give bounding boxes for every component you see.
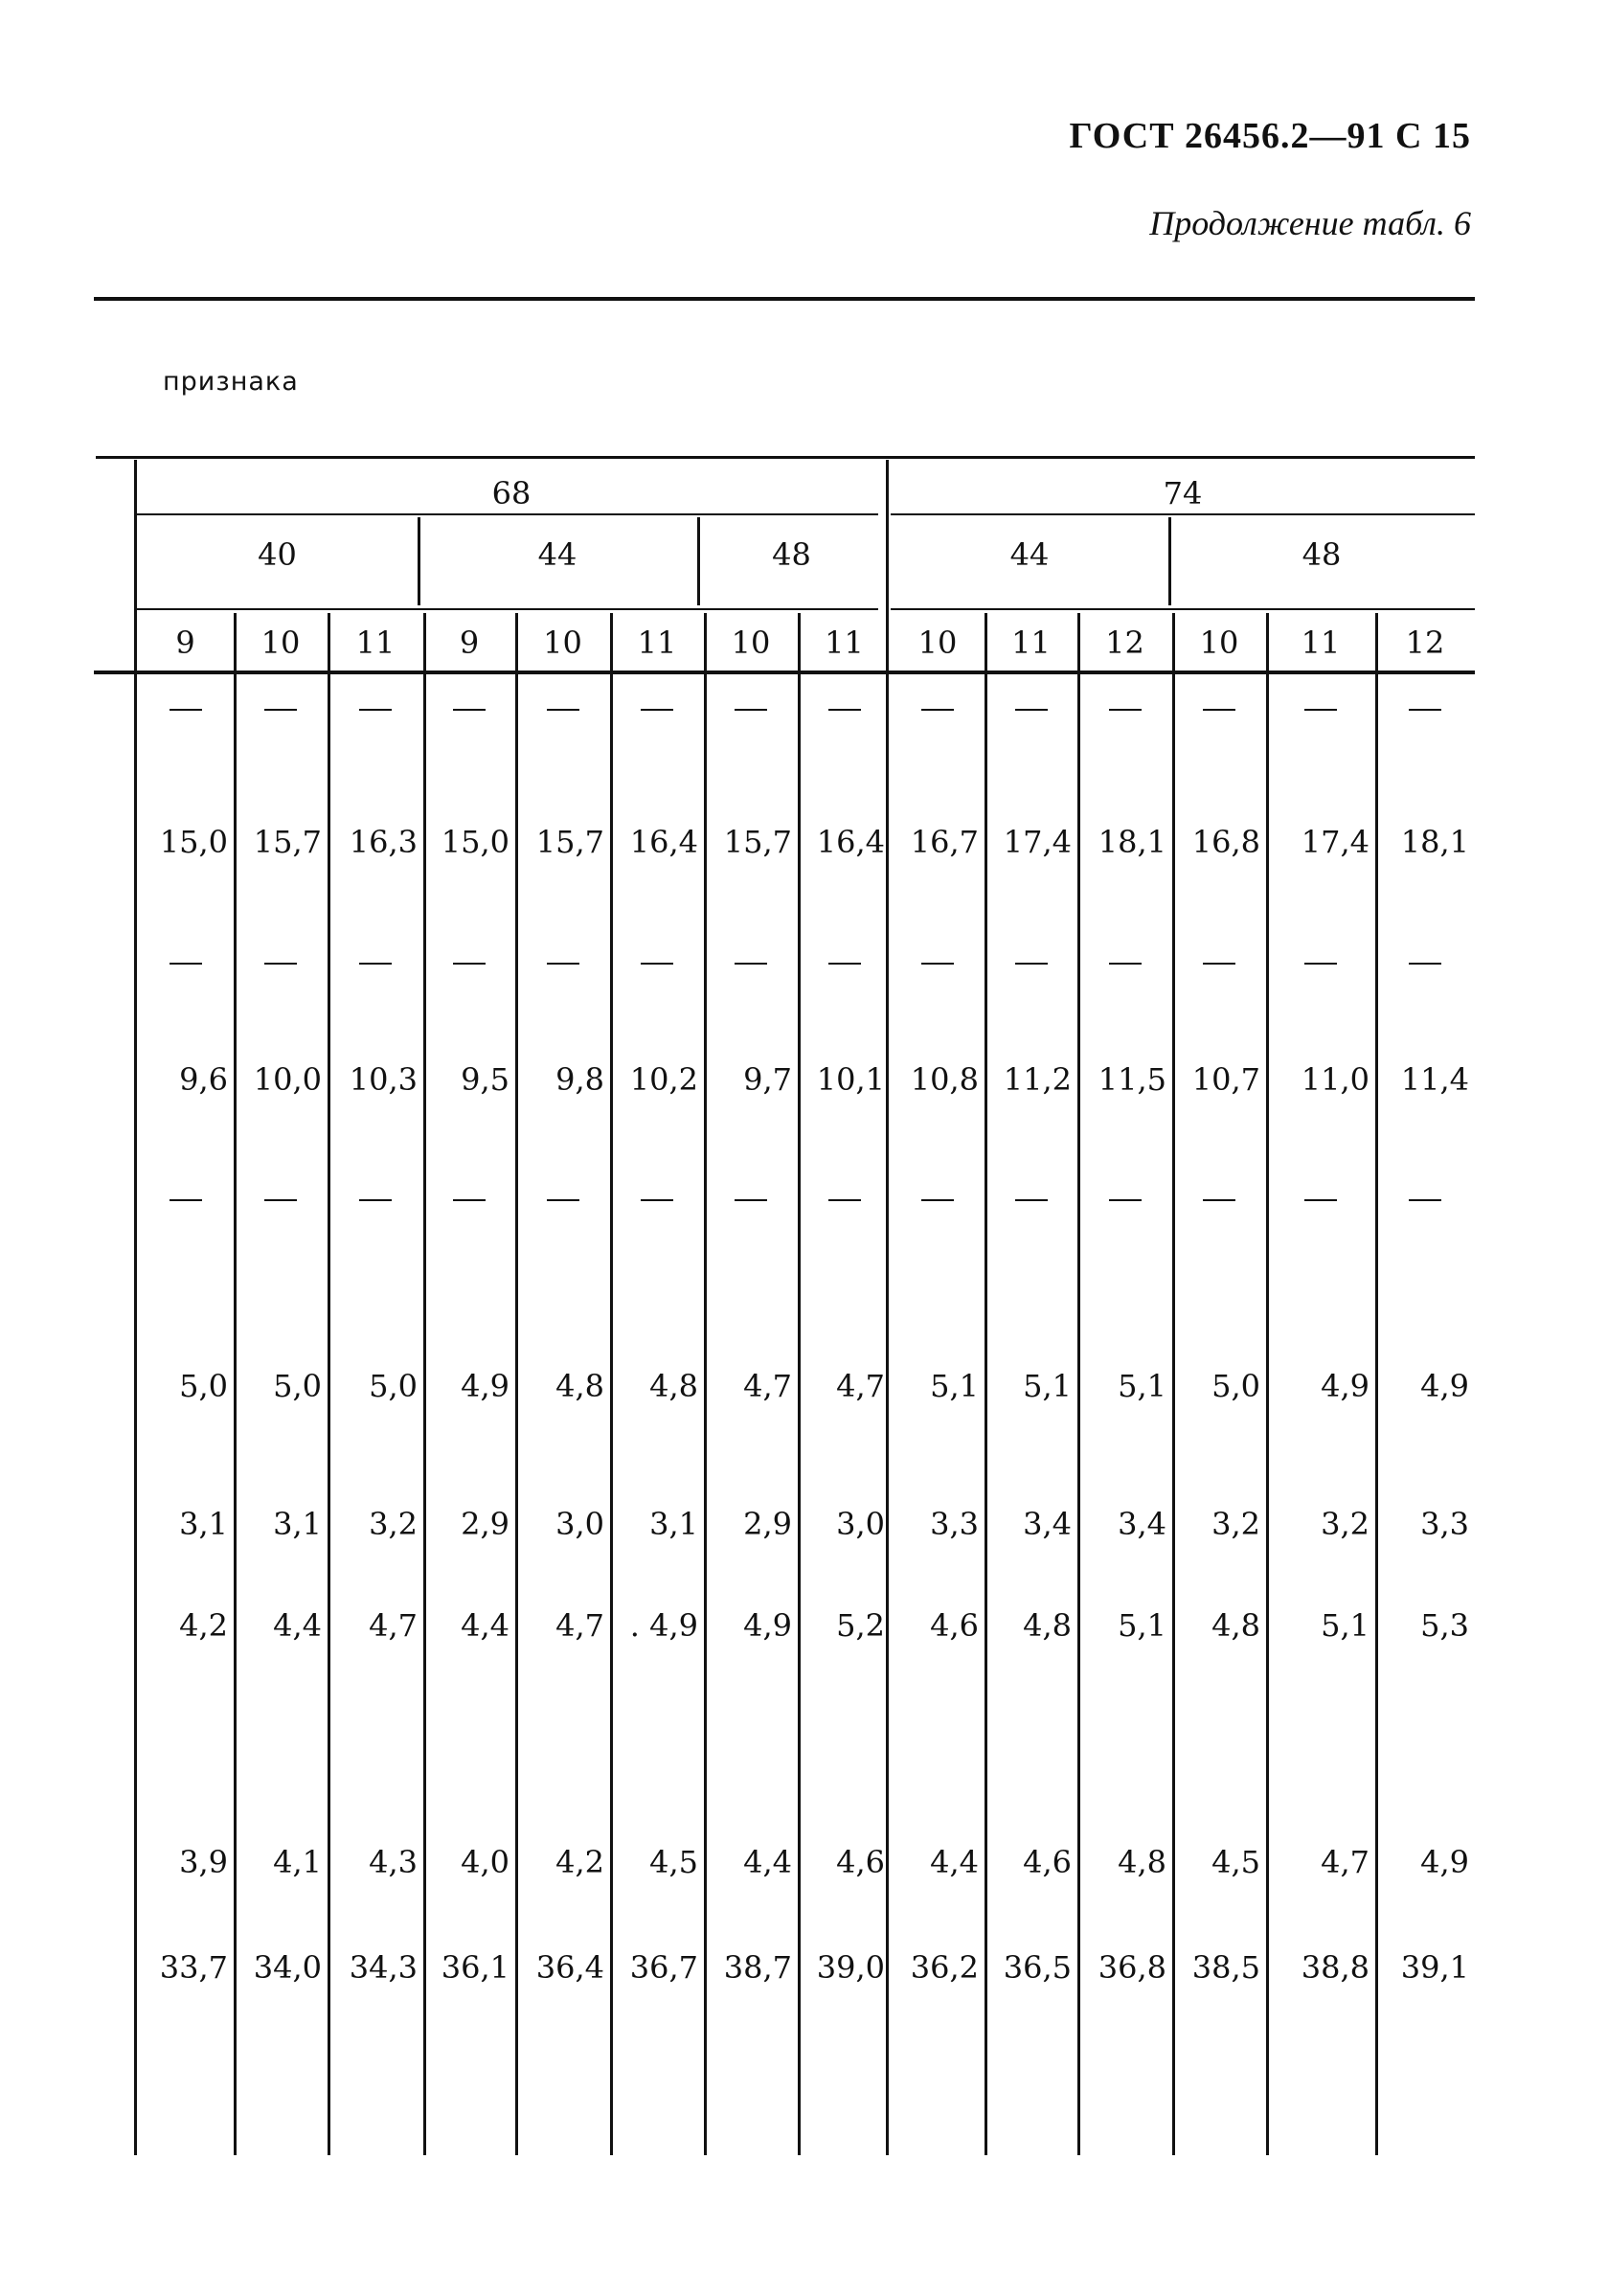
table-cell-dash (921, 709, 954, 711)
column-header-13: 11 (1301, 625, 1341, 661)
subgroup-label-74-44: 44 (1009, 536, 1050, 573)
group-74-underline (891, 513, 1475, 515)
table-cell: 4,4 (273, 1607, 322, 1644)
table-cell: 17,4 (1301, 824, 1369, 860)
table-cell: 4,8 (555, 1368, 604, 1404)
table-cell-dash (1109, 963, 1142, 965)
table-cell: 4,5 (1211, 1844, 1260, 1880)
table-cell: 3,2 (369, 1506, 418, 1542)
table-cell: 4,9 (1420, 1368, 1469, 1404)
table-cell: 5,0 (1211, 1368, 1260, 1404)
table-cell-dash (735, 963, 767, 965)
table-cell-dash (828, 963, 861, 965)
table-cell: 11,4 (1400, 1061, 1469, 1098)
subgroup-label-74-48: 48 (1301, 536, 1342, 573)
subgroup-label-68-44: 44 (537, 536, 577, 573)
table-cell-dash (1109, 1199, 1142, 1201)
table-cell: 10,1 (816, 1061, 885, 1098)
table-cell-dash (170, 1199, 202, 1201)
table-cell: 9,5 (461, 1061, 509, 1098)
group-separator-68-74 (886, 460, 889, 2155)
table-cell-dash (1109, 709, 1142, 711)
column-header-14: 12 (1405, 625, 1445, 661)
table-cell: 9,8 (555, 1061, 604, 1098)
table-cell: 16,8 (1191, 824, 1260, 860)
table-cell: 36,1 (441, 1949, 509, 1986)
column-header-5: 10 (543, 625, 582, 661)
table-cell: 11,0 (1301, 1061, 1369, 1098)
table-cell: 10,0 (253, 1061, 322, 1098)
table-cell-dash (735, 709, 767, 711)
table-cell-dash (641, 1199, 673, 1201)
table-cell: 4,6 (1023, 1844, 1072, 1880)
table-left-border (134, 460, 137, 2155)
table-cell: 4,4 (930, 1844, 979, 1880)
table-cell-dash (1409, 1199, 1441, 1201)
table-cell-dash (641, 963, 673, 965)
table-cell: 5,1 (930, 1368, 979, 1404)
table-cell: 3,9 (179, 1844, 228, 1880)
table-cell: 17,4 (1003, 824, 1072, 860)
table-cell: 4,6 (930, 1607, 979, 1644)
table-cell: 4,5 (649, 1844, 698, 1880)
table-cell: 39,1 (1400, 1949, 1469, 1986)
table-cell-dash (264, 963, 297, 965)
table-cell: 4,4 (461, 1607, 509, 1644)
table-cell-dash (359, 1199, 392, 1201)
table-cell: 5,3 (1420, 1607, 1469, 1644)
table-cell: 5,1 (1118, 1368, 1166, 1404)
table-cell: 4,9 (461, 1368, 509, 1404)
table-cell: 4,7 (836, 1368, 885, 1404)
table-cell-dash (828, 709, 861, 711)
table-cell: 39,0 (816, 1949, 885, 1986)
table-cell: 15,0 (159, 824, 228, 860)
table-cell: 4,8 (649, 1368, 698, 1404)
table-cell: 15,0 (441, 824, 509, 860)
table-cell: 4,9 (1420, 1844, 1469, 1880)
table-cell: 5,0 (179, 1368, 228, 1404)
column-label-priznaka: признака (163, 367, 299, 397)
table-cell: 9,7 (743, 1061, 792, 1098)
table-cell: 4,0 (461, 1844, 509, 1880)
table-cell: 11,2 (1003, 1061, 1072, 1098)
table-cell: 3,1 (649, 1506, 698, 1542)
column-header-12: 10 (1199, 625, 1239, 661)
table-cell: 4,7 (555, 1607, 604, 1644)
table-cell: 34,0 (253, 1949, 322, 1986)
table-cell: 3,1 (179, 1506, 228, 1542)
table-cell: 38,8 (1301, 1949, 1369, 1986)
table-cell-dash (359, 709, 392, 711)
table-cell-dash (264, 1199, 297, 1201)
group-label-74: 74 (1163, 475, 1203, 511)
table-cell-dash (453, 709, 486, 711)
table-cell-dash (1015, 963, 1048, 965)
column-header-10: 11 (1011, 625, 1051, 661)
table-cell-dash (1409, 963, 1441, 965)
table-cell: 4,9 (1321, 1368, 1369, 1404)
table-cell-dash (828, 1199, 861, 1201)
table-cell: 3,2 (1321, 1506, 1369, 1542)
column-header-2: 10 (260, 625, 301, 661)
table-cell-dash (1203, 709, 1235, 711)
group-68-underline (137, 513, 878, 515)
table-cell: 4,7 (1321, 1844, 1369, 1880)
table-cell: 10,7 (1191, 1061, 1260, 1098)
table-cell-dash (1304, 1199, 1337, 1201)
table-cell: 5,2 (836, 1607, 885, 1644)
table-cell-dash (735, 1199, 767, 1201)
column-header-7: 10 (731, 625, 771, 661)
table-cell: 11,5 (1098, 1061, 1166, 1098)
table-cell-dash (1203, 1199, 1235, 1201)
subgroup-label-68-40: 40 (258, 536, 297, 573)
table-cell: 36,7 (629, 1949, 698, 1986)
table-cell: 3,3 (930, 1506, 979, 1542)
table-cell: 16,4 (816, 824, 885, 860)
table-cell: 18,1 (1400, 824, 1469, 860)
table-cell-dash (170, 709, 202, 711)
table-cell-dash (547, 963, 579, 965)
table-cell: 3,0 (555, 1506, 604, 1542)
table-cell: . 4,9 (629, 1607, 698, 1644)
table-cell: 36,8 (1098, 1949, 1166, 1986)
table-cell-dash (1409, 709, 1441, 711)
table-cell: 38,5 (1191, 1949, 1260, 1986)
table-cell: 18,1 (1098, 824, 1166, 860)
table-cell: 4,2 (179, 1607, 228, 1644)
table-cell-dash (1304, 963, 1337, 965)
table-cell: 4,8 (1211, 1607, 1260, 1644)
table-cell: 36,4 (535, 1949, 604, 1986)
table-cell: 3,4 (1118, 1506, 1166, 1542)
table-cell-dash (453, 963, 486, 965)
table-cell: 5,1 (1023, 1368, 1072, 1404)
table-cell: 2,9 (461, 1506, 509, 1542)
table-cell: 3,3 (1420, 1506, 1469, 1542)
column-header-4: 9 (459, 625, 480, 661)
table-cell: 5,0 (369, 1368, 418, 1404)
table-continuation-caption: Продолжение табл. 6 (1149, 204, 1471, 242)
table-cell-dash (921, 1199, 954, 1201)
table-cell: 2,9 (743, 1506, 792, 1542)
table-cell: 4,1 (273, 1844, 322, 1880)
table-cell: 33,7 (159, 1949, 228, 1986)
table-cell: 34,3 (349, 1949, 418, 1986)
column-header-11: 12 (1105, 625, 1144, 661)
table-cell: 4,8 (1023, 1607, 1072, 1644)
table-cell-dash (453, 1199, 486, 1201)
table-cell: 4,8 (1118, 1844, 1166, 1880)
table-cell: 4,4 (743, 1844, 792, 1880)
table-cell: 38,7 (723, 1949, 792, 1986)
column-header-3: 11 (355, 625, 396, 661)
table-cell-dash (170, 963, 202, 965)
column-header-6: 11 (637, 625, 677, 661)
table-cell-dash (641, 709, 673, 711)
table-cell: 10,2 (629, 1061, 698, 1098)
table-top-rule (96, 456, 1475, 459)
table-cell-dash (547, 1199, 579, 1201)
table-cell: 4,3 (369, 1844, 418, 1880)
table-cell-dash (359, 963, 392, 965)
table-cell: 5,1 (1118, 1607, 1166, 1644)
top-rule (94, 297, 1475, 301)
subgroup-row-underline-68 (137, 608, 878, 610)
table-cell: 4,7 (743, 1368, 792, 1404)
column-header-9: 10 (917, 625, 958, 661)
table-cell: 3,4 (1023, 1506, 1072, 1542)
column-header-1: 9 (175, 625, 195, 661)
table-cell: 16,7 (910, 824, 979, 860)
table-cell: 5,1 (1321, 1607, 1369, 1644)
table-cell: 36,5 (1003, 1949, 1072, 1986)
table-cell: 4,9 (743, 1607, 792, 1644)
table-cell: 15,7 (723, 824, 792, 860)
table-cell: 16,3 (349, 824, 418, 860)
table-cell: 5,0 (273, 1368, 322, 1404)
table-cell: 10,3 (349, 1061, 418, 1098)
table-cell-dash (1304, 709, 1337, 711)
group-label-68: 68 (491, 475, 532, 511)
column-header-8: 11 (825, 625, 864, 661)
table-cell: 15,7 (253, 824, 322, 860)
subgroup-row-underline-74 (891, 608, 1475, 610)
table-cell-dash (921, 963, 954, 965)
table-cell: 3,1 (273, 1506, 322, 1542)
table-cell: 36,2 (910, 1949, 979, 1986)
page-header: ГОСТ 26456.2—91 С 15 (1069, 116, 1471, 156)
table-cell: 4,2 (555, 1844, 604, 1880)
table-cell-dash (547, 709, 579, 711)
table-cell: 16,4 (629, 824, 698, 860)
subgroup-label-68-48: 48 (772, 536, 811, 573)
table-cell-dash (264, 709, 297, 711)
table-cell: 3,0 (836, 1506, 885, 1542)
table-cell: 10,8 (910, 1061, 979, 1098)
table-cell: 4,6 (836, 1844, 885, 1880)
table-cell: 3,2 (1211, 1506, 1260, 1542)
table-cell: 15,7 (535, 824, 604, 860)
table-cell-dash (1015, 1199, 1048, 1201)
table-cell-dash (1203, 963, 1235, 965)
table-cell-dash (1015, 709, 1048, 711)
table-cell: 4,7 (369, 1607, 418, 1644)
table-cell: 9,6 (179, 1061, 228, 1098)
